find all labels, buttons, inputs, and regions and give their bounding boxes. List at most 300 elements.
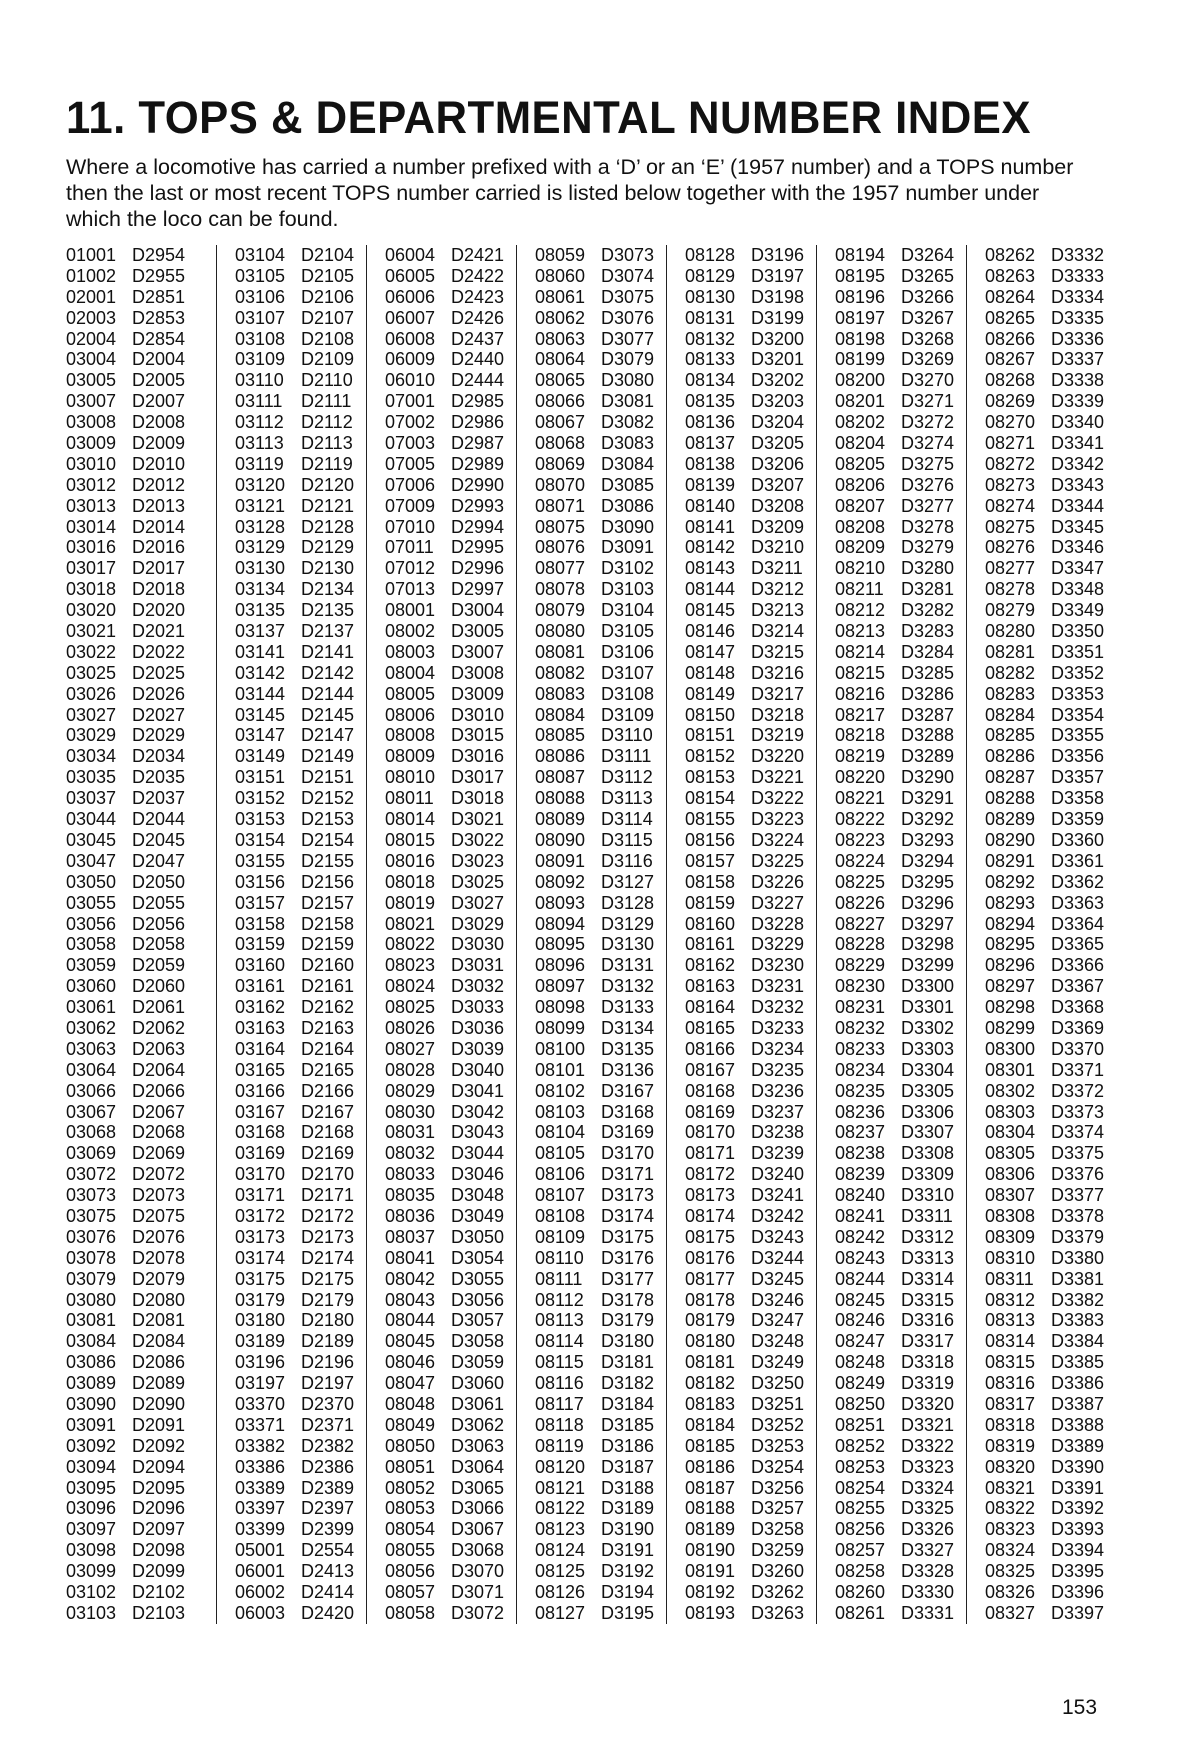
d-number-1957: D3351 [1051,641,1105,662]
d-number-1957: D3054 [451,1247,505,1268]
tops-number: 08244 [835,1268,886,1289]
tops-number: 03012 [66,474,117,495]
tops-number: 08208 [835,516,886,537]
d-number-1957: D3279 [901,537,955,558]
tops-number: 08112 [535,1289,584,1310]
tops-number: 08162 [685,955,736,976]
d-number-1957: D2050 [132,871,186,892]
d-number-1957: D2109 [301,349,355,370]
tops-number: 03013 [66,495,117,516]
tops-number: 08111 [535,1268,583,1289]
d-number-1957: D3226 [751,871,805,892]
tops-number: 08123 [535,1519,586,1540]
index-row [235,1457,366,1478]
index-row [235,955,366,976]
tops-number: 08108 [535,1205,586,1226]
tops-number: 08282 [985,662,1036,683]
index-row [535,412,666,433]
index-row [535,1206,666,1227]
d-number-1957: D2098 [132,1540,186,1561]
d-number-1957: D3259 [751,1540,805,1561]
d-number-1957: D2993 [451,495,505,516]
d-number-1957: D3197 [751,265,805,286]
tops-number: 08193 [685,1602,736,1623]
d-number-1957: D2076 [132,1226,186,1247]
index-row [385,830,516,851]
index-row [66,1436,216,1457]
index-row [535,1185,666,1206]
tops-number: 03169 [235,1143,286,1164]
d-number-1957: D3211 [751,558,803,579]
d-number-1957: D2095 [132,1477,186,1498]
index-column [516,245,666,1624]
index-row [985,1206,1116,1227]
tops-number: 08206 [835,474,886,495]
index-row [985,705,1116,726]
tops-number: 03196 [235,1352,286,1373]
tops-number: 03090 [66,1393,117,1414]
d-number-1957: D3090 [601,516,655,537]
index-row [685,1540,816,1561]
d-number-1957: D3112 [601,767,653,788]
tops-number: 03014 [66,516,117,537]
d-number-1957: D3243 [751,1226,805,1247]
tops-number: 03382 [235,1435,286,1456]
tops-number: 08235 [835,1080,886,1101]
tops-number: 08216 [835,683,886,704]
tops-number: 06004 [385,245,436,265]
d-number-1957: D3337 [1051,349,1105,370]
d-number-1957: D3106 [601,641,655,662]
tops-number: 08299 [985,1017,1036,1038]
tops-number: 08205 [835,453,886,474]
tops-number: 08144 [685,579,736,600]
tops-number: 03141 [235,641,286,662]
tops-number: 08185 [685,1435,736,1456]
index-row [985,997,1116,1018]
tops-number: 02001 [66,286,117,307]
tops-number: 08071 [535,495,586,516]
d-number-1957: D3295 [901,871,955,892]
tops-number: 08312 [985,1289,1036,1310]
index-row [66,537,216,558]
index-row [535,1102,666,1123]
index-row [685,1373,816,1394]
d-number-1957: D2996 [451,558,505,579]
tops-number: 08289 [985,809,1036,830]
d-number-1957: D2174 [301,1247,355,1268]
tops-number: 08106 [535,1164,586,1185]
tops-number: 03147 [235,725,286,746]
index-row [235,454,366,475]
index-row [235,1352,366,1373]
index-row [985,1102,1116,1123]
tops-number: 08139 [685,474,736,495]
tops-number: 08285 [985,725,1036,746]
tops-number: 08001 [385,600,436,621]
index-row [985,245,1116,266]
d-number-1957: D3375 [1051,1143,1105,1164]
index-row [985,809,1116,830]
d-number-1957: D2068 [132,1122,186,1143]
d-number-1957: D2371 [301,1414,355,1435]
tops-number: 08031 [385,1122,436,1143]
index-row [66,1519,216,1540]
index-row [235,1185,366,1206]
index-row [66,788,216,809]
d-number-1957: D2014 [132,516,186,537]
d-number-1957: D2111 [301,391,352,412]
index-row [985,1269,1116,1290]
tops-number: 08202 [835,412,886,433]
tops-number: 03159 [235,934,286,955]
index-row [835,600,966,621]
d-number-1957: D2112 [301,412,353,433]
index-row [985,1143,1116,1164]
d-number-1957: D2420 [301,1602,355,1623]
index-row [235,830,366,851]
index-row [385,1039,516,1060]
tops-number: 08107 [535,1185,586,1206]
index-row [235,1519,366,1540]
tops-number: 03017 [66,558,117,579]
index-row [385,767,516,788]
index-row [835,1415,966,1436]
index-row [535,454,666,475]
tops-number: 08054 [385,1519,436,1540]
d-number-1957: D3015 [451,725,505,746]
index-row [66,1603,216,1624]
index-row [985,1227,1116,1248]
tops-number: 08258 [835,1561,886,1582]
d-number-1957: D3212 [751,579,805,600]
d-number-1957: D2197 [301,1373,355,1394]
index-row [685,475,816,496]
index-row [66,914,216,935]
index-row [685,1394,816,1415]
index-row [985,1603,1116,1624]
index-row [535,1039,666,1060]
index-row [835,496,966,517]
index-row [385,1415,516,1436]
tops-number: 08218 [835,725,886,746]
tops-number: 08327 [985,1602,1036,1623]
tops-number: 03092 [66,1435,117,1456]
tops-number: 08276 [985,537,1036,558]
tops-number: 08292 [985,871,1036,892]
index-row [535,1415,666,1436]
d-number-1957: D3286 [901,683,955,704]
d-number-1957: D3350 [1051,621,1105,642]
tops-number: 03104 [235,245,286,265]
tops-number: 03072 [66,1164,117,1185]
index-row [835,872,966,893]
tops-number: 08223 [835,829,886,850]
index-row [835,767,966,788]
tops-number: 08145 [685,600,736,621]
d-number-1957: D3040 [451,1059,505,1080]
d-number-1957: D2069 [132,1143,186,1164]
d-number-1957: D3188 [601,1477,655,1498]
d-number-1957: D2073 [132,1185,186,1206]
tops-number: 08143 [685,558,736,579]
d-number-1957: D3168 [601,1101,655,1122]
index-row [66,642,216,663]
d-number-1957: D3110 [601,725,653,746]
index-row [985,1394,1116,1415]
index-column [216,245,366,1624]
index-row [535,349,666,370]
d-number-1957: D3380 [1051,1247,1105,1268]
d-number-1957: D2162 [301,997,355,1018]
tops-number: 08141 [685,516,736,537]
tops-number: 08134 [685,370,736,391]
index-row [385,1290,516,1311]
index-row [385,1018,516,1039]
index-row [385,997,516,1018]
index-row [235,788,366,809]
tops-number: 03026 [66,683,117,704]
d-number-1957: D3217 [751,683,805,704]
d-number-1957: D3383 [1051,1310,1105,1331]
tops-number: 08207 [835,495,886,516]
tops-number: 08168 [685,1080,736,1101]
d-number-1957: D2106 [301,286,355,307]
tops-number: 06003 [235,1602,286,1623]
tops-number: 08084 [535,704,586,725]
index-row [685,663,816,684]
tops-number: 03004 [66,349,117,370]
tops-number: 08287 [985,767,1036,788]
index-row [385,1436,516,1457]
d-number-1957: D2103 [132,1602,186,1623]
index-row [385,725,516,746]
index-row [685,1415,816,1436]
d-number-1957: D3343 [1051,474,1105,495]
tops-number: 08115 [535,1352,584,1373]
d-number-1957: D3061 [451,1393,505,1414]
index-row [235,642,366,663]
tops-number: 08251 [835,1414,886,1435]
tops-number: 08290 [985,829,1036,850]
d-number-1957: D2145 [301,704,355,725]
index-row [66,558,216,579]
index-row [235,496,366,517]
d-number-1957: D2012 [132,474,186,495]
index-row [985,370,1116,391]
d-number-1957: D2399 [301,1519,355,1540]
tops-number: 03022 [66,641,117,662]
d-number-1957: D3339 [1051,391,1105,412]
index-row [235,725,366,746]
d-number-1957: D2008 [132,412,186,433]
tops-number: 08224 [835,850,886,871]
index-row [235,558,366,579]
index-row [835,1248,966,1269]
index-row [535,245,666,266]
index-row [535,1373,666,1394]
d-number-1957: D2157 [301,892,355,913]
index-row [835,391,966,412]
index-row [385,1122,516,1143]
d-number-1957: D2389 [301,1477,355,1498]
d-number-1957: D3228 [751,913,805,934]
tops-number: 08068 [535,433,586,454]
index-row [535,600,666,621]
d-number-1957: D3253 [751,1435,805,1456]
tops-number: 08283 [985,683,1036,704]
d-number-1957: D2017 [132,558,186,579]
index-row [66,955,216,976]
tops-number: 08070 [535,474,586,495]
index-row [835,642,966,663]
d-number-1957: D3192 [601,1561,655,1582]
d-number-1957: D2104 [301,245,355,265]
d-number-1957: D3363 [1051,892,1105,913]
d-number-1957: D3360 [1051,829,1105,850]
d-number-1957: D2045 [132,829,186,850]
index-row [535,851,666,872]
tops-number: 03097 [66,1519,117,1540]
tops-number: 08178 [685,1289,736,1310]
d-number-1957: D3307 [901,1122,955,1143]
d-number-1957: D3032 [451,976,505,997]
tops-number: 03152 [235,788,286,809]
tops-number: 08019 [385,892,436,913]
tops-number: 08055 [385,1540,436,1561]
index-row [535,1603,666,1624]
d-number-1957: D3214 [751,621,805,642]
tops-number: 08104 [535,1122,586,1143]
tops-number: 08198 [835,328,886,349]
tops-number: 03399 [235,1519,286,1540]
tops-number: 08080 [535,621,586,642]
tops-number: 08150 [685,704,736,725]
tops-number: 03016 [66,537,117,558]
d-number-1957: D3304 [901,1059,955,1080]
d-number-1957: D3328 [901,1561,955,1582]
tops-number: 08066 [535,391,586,412]
index-row [66,830,216,851]
d-number-1957: D2135 [301,600,355,621]
d-number-1957: D3059 [451,1352,505,1373]
tops-number: 03035 [66,767,117,788]
d-number-1957: D3043 [451,1122,505,1143]
tops-number: 03151 [235,767,286,788]
d-number-1957: D2035 [132,767,186,788]
tops-number: 08059 [535,245,586,265]
tops-number: 08309 [985,1226,1036,1247]
d-number-1957: D2144 [301,683,355,704]
number-index-table [66,245,1116,1624]
index-row [385,245,516,266]
index-row [985,579,1116,600]
tops-number: 03027 [66,704,117,725]
d-number-1957: D3022 [451,829,505,850]
d-number-1957: D3293 [901,829,955,850]
index-row [385,266,516,287]
tops-number: 06002 [235,1582,286,1602]
tops-number: 08027 [385,1038,436,1059]
index-row [685,788,816,809]
tops-number: 08088 [535,788,586,809]
tops-number: 08256 [835,1519,886,1540]
index-row [985,872,1116,893]
index-row [835,1206,966,1227]
tops-number: 08032 [385,1143,436,1164]
index-row [685,1478,816,1499]
index-row [235,1394,366,1415]
d-number-1957: D2047 [132,850,186,871]
tops-number: 08069 [535,453,586,474]
index-row [535,767,666,788]
index-row [66,1582,216,1603]
tops-number: 08063 [535,328,586,349]
tops-number: 03076 [66,1226,117,1247]
tops-number: 03108 [235,328,286,349]
index-row [66,872,216,893]
d-number-1957: D3104 [601,600,655,621]
d-number-1957: D3017 [451,767,505,788]
index-row [985,621,1116,642]
index-row [385,809,516,830]
d-number-1957: D2092 [132,1435,186,1456]
tops-number: 08250 [835,1393,886,1414]
index-row [66,705,216,726]
tops-number: 08279 [985,600,1036,621]
tops-number: 08138 [685,453,736,474]
d-number-1957: D3201 [751,349,805,370]
d-number-1957: D3306 [901,1101,955,1122]
tops-number: 08004 [385,662,436,683]
d-number-1957: D3247 [751,1310,805,1331]
d-number-1957: D2094 [132,1456,186,1477]
tops-number: 08089 [535,809,586,830]
d-number-1957: D3377 [1051,1185,1105,1206]
index-row [985,1185,1116,1206]
index-row [685,1582,816,1603]
tops-number: 08245 [835,1289,886,1310]
d-number-1957: D3033 [451,997,505,1018]
tops-number: 08186 [685,1456,736,1477]
d-number-1957: D3076 [601,307,655,328]
index-row [535,725,666,746]
tops-number: 08311 [985,1268,1034,1289]
index-row [835,851,966,872]
tops-number: 08304 [985,1122,1036,1143]
d-number-1957: D2075 [132,1205,186,1226]
d-number-1957: D3080 [601,370,655,391]
tops-number: 08297 [985,976,1036,997]
index-row [66,1122,216,1143]
d-number-1957: D2034 [132,746,186,767]
index-row [66,1039,216,1060]
d-number-1957: D3349 [1051,600,1105,621]
tops-number: 08005 [385,683,436,704]
tops-number: 08078 [535,579,586,600]
tops-number: 08121 [535,1477,586,1498]
tops-number: 08195 [835,265,886,286]
index-row [835,1290,966,1311]
index-row [66,1415,216,1436]
index-row [535,1394,666,1415]
tops-number: 03197 [235,1373,286,1394]
d-number-1957: D2422 [451,265,505,286]
d-number-1957: D3355 [1051,725,1105,746]
index-row [835,287,966,308]
d-number-1957: D2081 [132,1310,186,1331]
index-row [835,1394,966,1415]
